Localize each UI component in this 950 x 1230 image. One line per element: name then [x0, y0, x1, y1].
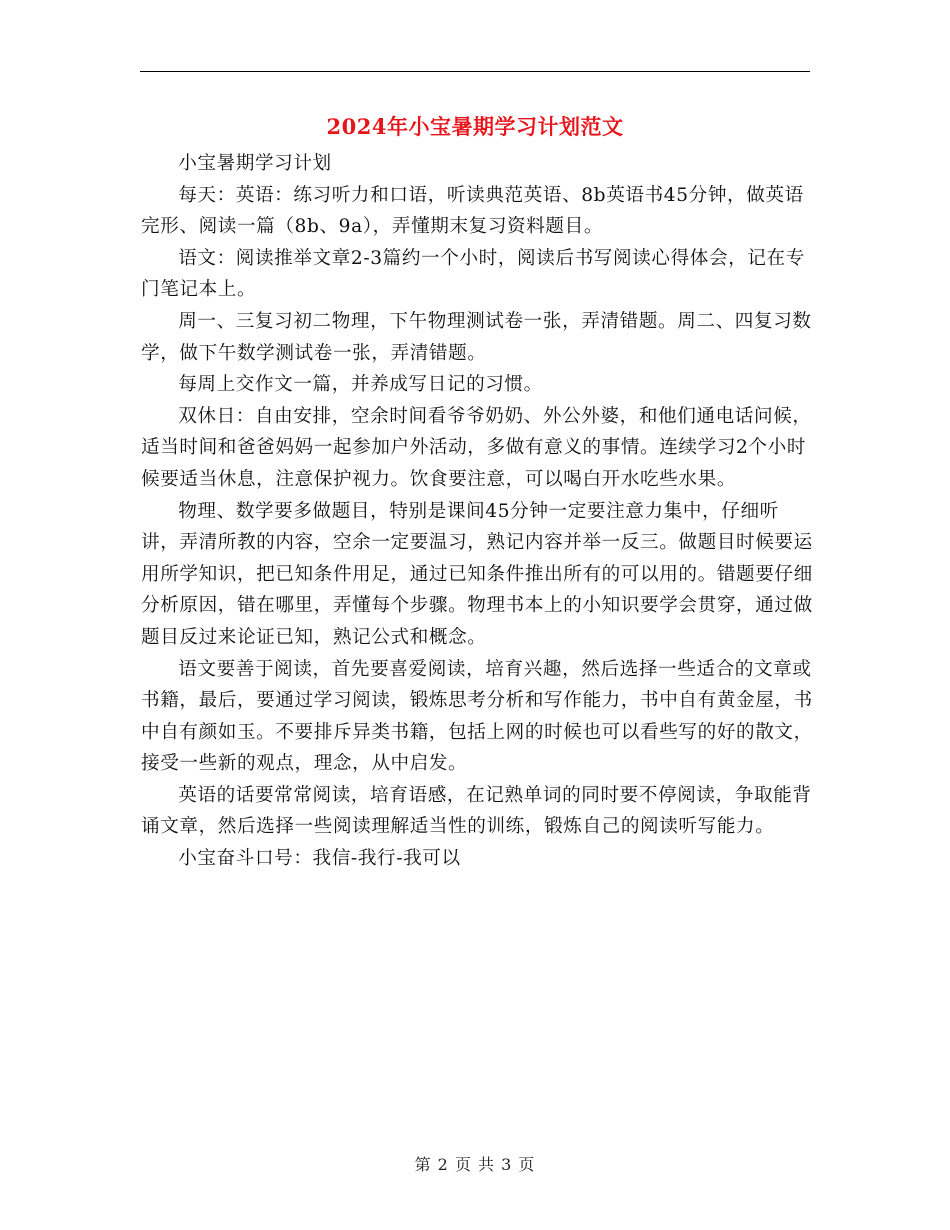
paragraph-physics-math: 物理、数学要多做题目，特别是课间45分钟一定要注意力集中，仔细听讲，弄清所教的内容，空余一定要温习，熟记内容并举一反三。做题目时候要运用所学知识，把已知条件用足，通过已知条件推出所有的可以用的。错题要仔细分析原因，错在哪里，弄懂每个步骤。物理书本上的小知识要学会贯穿，通过做题目反过来论证已知，熟记公式和概念。 — [141, 500, 813, 648]
paragraph-daily-english: 每天：英语：练习听力和口语，听读典范英语、8b英语书45分钟，做英语完形、阅读一篇（8b、9a），弄懂期末复习资料题目。 — [141, 184, 804, 238]
document-title: 2024年小宝暑期学习计划范文 — [326, 114, 624, 139]
paragraph-slogan: 小宝奋斗口号：我信-我行-我可以 — [178, 848, 461, 870]
document-body — [141, 148, 817, 875]
paragraph-chinese: 语文：阅读推举文章2-3篇约一个小时，阅读后书写阅读心得体会，记在专门笔记本上。 — [141, 247, 805, 301]
paragraph-weekend: 双休日：自由安排，空余时间看爷爷奶奶、外公外婆，和他们通电话问候，适当时间和爸爸妈妈一起参加户外活动，多做有意义的事情。连续学习2个小时候要适当休息，注意保护视力。饮食要注意，可以喝白开水吃些水果。 — [141, 405, 812, 490]
paragraph-weekly-essay: 每周上交作文一篇，并养成写日记的习惯。 — [178, 374, 543, 396]
paragraph-heading: 小宝暑期学习计划 — [178, 153, 332, 174]
paragraph-weekday-schedule: 周一、三复习初二物理，下午物理测试卷一张，弄清错题。周二、四复习数学，做下午数学测试卷一张，弄清错题。 — [141, 310, 812, 364]
paragraph-reading: 语文要善于阅读，首先要喜爱阅读，培育兴趣，然后选择一些适合的文章或书籍，最后，要通过学习阅读，锻炼思考分析和写作能力，书中自有黄金屋，书中自有颜如玉。不要排斥异类书籍，包括上网的时候也可以看些写的好的散文，接受一些新的观点，理念，从中启发。 — [141, 658, 813, 775]
page-number: 第 2 页 共 3 页 — [414, 1155, 536, 1174]
paragraph-english-tips: 英语的话要常常阅读，培育语感，在记熟单词的同时要不停阅读，争取能背诵文章，然后选择一些阅读理解适当性的训练，锻炼自己的阅读听写能力。 — [141, 784, 812, 838]
header-rule — [140, 71, 810, 72]
